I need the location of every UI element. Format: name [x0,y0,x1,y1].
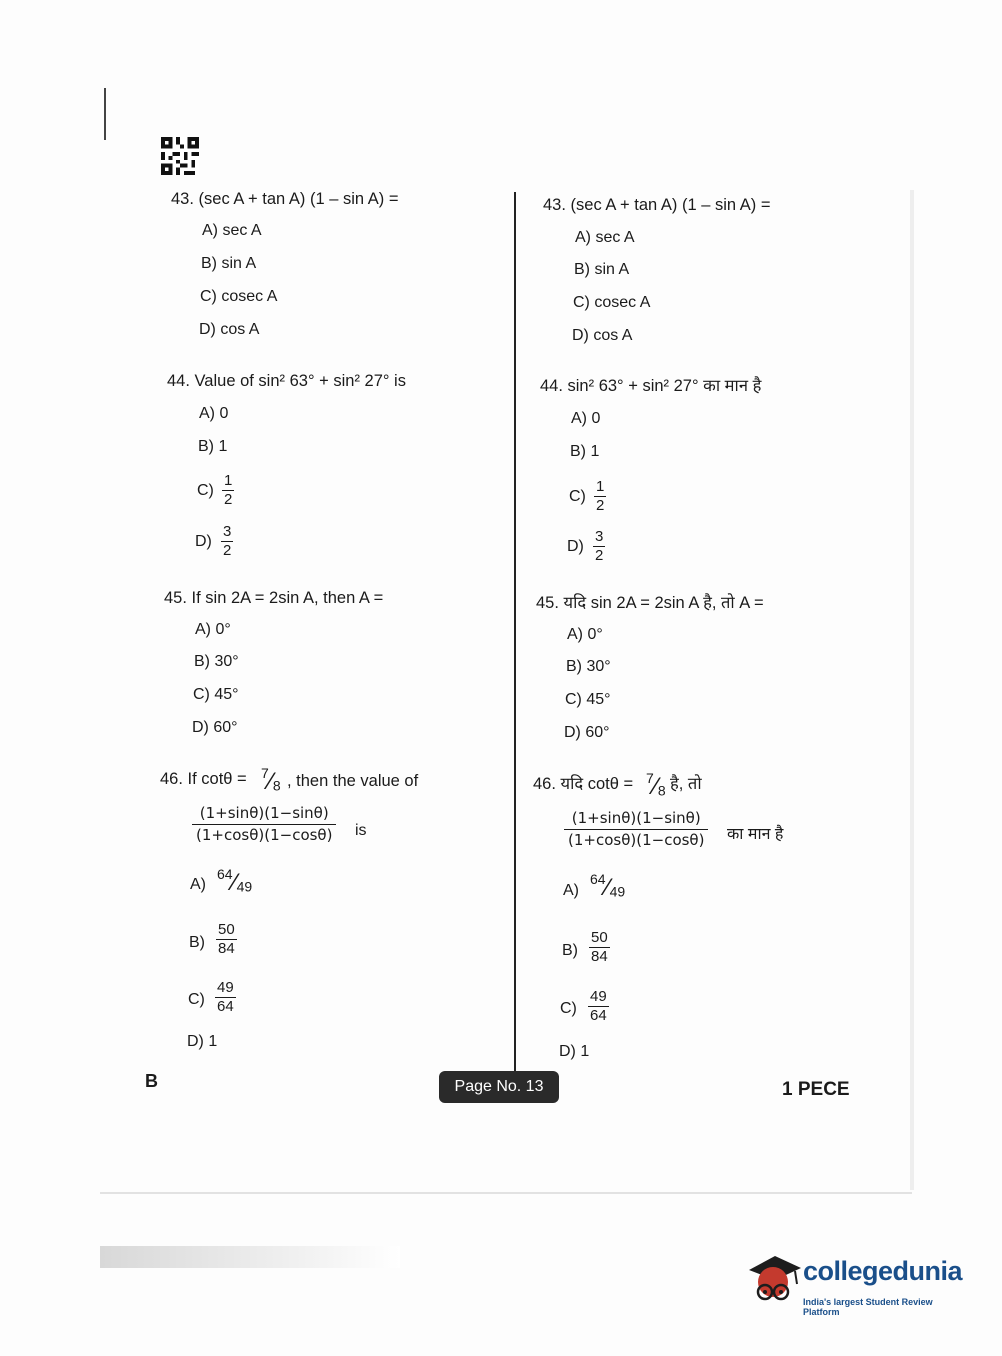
q46-cot-fraction-hindi: $^7⁄_8$ [646,770,666,801]
q46-option-a-fraction: $^{64}⁄_{49}$ [217,866,253,897]
slash-fraction-numerator: 7 [261,765,269,781]
fraction-numerator: 49 [217,979,234,996]
q44-option-d-fraction [221,523,233,560]
q46-expression-fraction [192,803,336,846]
fraction-denominator: 84 [218,940,235,957]
q45-option-c: C) 45° [193,686,239,703]
question-46-suffix-hindi: है, तो [670,775,702,793]
slash-fraction-denominator: 8 [272,777,281,794]
question-44-text: 44. Value of sin² 63° + sin² 27° is [167,372,406,390]
q44-option-c-fraction [222,472,234,509]
collegedunia-logo [745,1250,970,1317]
slash-fraction-denominator: 49 [609,883,626,900]
question-46-prefix: 46. If cotθ = [160,770,247,788]
q45-option-d-hindi: D) 60° [564,724,610,741]
q43-option-d-hindi: D) cos A [572,327,633,344]
fraction-numerator: 3 [595,528,604,545]
fraction-numerator: 50 [591,929,608,946]
slash-fraction-denominator: 8 [657,782,666,799]
slash-fraction-denominator: 49 [236,878,253,895]
question-45-text-hindi: 45. यदि sin 2A = 2sin A है, तो A = [536,594,764,612]
logo-tagline: India's largest Student Review Platform [803,1297,933,1317]
q46-option-a-label-hindi: A) [563,882,579,899]
fraction-denominator: 2 [595,547,604,564]
expression-numerator: (1+sinθ)(1−sinθ) [571,809,701,827]
booklet-set-letter: B [145,1071,158,1091]
q44-option-a-hindi: A) 0 [571,410,601,427]
q46-cot-fraction: $^7⁄_8$ [261,765,281,796]
page-bottom-edge [100,1192,912,1194]
q44-option-b: B) 1 [198,438,228,455]
question-43-text: 43. (sec A + tan A) (1 – sin A) = [171,190,399,208]
fraction-numerator: 50 [218,921,235,938]
fraction-denominator: 84 [591,948,608,965]
q44-option-a: A) 0 [199,405,229,422]
column-divider [514,192,516,1074]
scan-edge-line [104,88,106,140]
expression-denominator: (1+cosθ)(1−cosθ) [192,824,336,846]
fraction-denominator: 64 [217,998,234,1015]
scan-smudge [100,1246,400,1268]
q46-option-a-label: A) [190,876,206,893]
q46-option-b-label-hindi: B) [562,942,578,959]
q46-option-a-fraction-hindi: $^{64}⁄_{49}$ [590,871,626,902]
q44-option-b-hindi: B) 1 [570,443,600,460]
q43-option-c-hindi: C) cosec A [573,294,651,311]
question-46-tail: is [355,822,367,839]
question-43-text-hindi: 43. (sec A + tan A) (1 – sin A) = [543,196,771,214]
q46-option-c-label-hindi: C) [560,1000,577,1017]
q44-option-c-label-hindi: C) [569,488,586,505]
q46-option-d: D) 1 [187,1033,218,1050]
q44-option-c-label: C) [197,482,214,499]
qr-code-icon [160,137,200,175]
q45-option-d: D) 60° [192,719,238,736]
q44-option-d-label-hindi: D) [567,538,584,555]
q46-option-b-fraction [216,921,237,958]
slash-fraction-numerator: 64 [590,871,606,887]
q43-option-c: C) cosec A [200,288,278,305]
q43-option-b: B) sin A [201,255,257,272]
slash-fraction-numerator: 7 [646,770,654,786]
fraction-numerator: 1 [596,478,605,495]
question-45-text: 45. If sin 2A = 2sin A, then A = [164,589,384,607]
q45-option-a: A) 0° [195,621,231,638]
expression-numerator: (1+sinθ)(1−sinθ) [199,804,329,822]
q43-option-b-hindi: B) sin A [574,261,630,278]
fraction-numerator: 1 [224,472,233,489]
page-number-badge: Page No. 13 [439,1071,559,1103]
q44-option-d-fraction-hindi [593,528,605,565]
expression-denominator: (1+cosθ)(1−cosθ) [564,829,708,851]
fraction-denominator: 2 [224,491,233,508]
mascot-icon [745,1250,803,1312]
q44-option-c-fraction-hindi [594,478,606,515]
fraction-numerator: 49 [590,988,607,1005]
fraction-numerator: 3 [223,523,232,540]
q46-option-b-label: B) [189,934,205,951]
q44-option-d-label: D) [195,533,212,550]
q46-option-c-label: C) [188,991,205,1008]
q45-option-b-hindi: B) 30° [566,658,611,675]
logo-wordmark: collegedunia [803,1256,963,1286]
q46-option-c-fraction-hindi [588,988,609,1025]
question-46-suffix: , then the value of [287,772,419,790]
fraction-denominator: 64 [590,1007,607,1024]
q46-option-d-hindi: D) 1 [559,1043,590,1060]
q46-option-c-fraction [215,979,236,1016]
question-46-tail-hindi: का मान है [727,826,784,843]
fraction-denominator: 2 [596,497,605,514]
q45-option-b: B) 30° [194,653,239,670]
q43-option-d: D) cos A [199,321,260,338]
slash-fraction-numerator: 64 [217,866,233,882]
q45-option-a-hindi: A) 0° [567,626,603,643]
question-44-text-hindi: 44. sin² 63° + sin² 27° का मान है [540,377,762,395]
q43-option-a-hindi: A) sec A [575,229,635,246]
question-46-prefix-hindi: 46. यदि cotθ = [533,775,634,793]
q46-expression-fraction-hindi [564,808,708,851]
q46-option-b-fraction-hindi [589,929,610,966]
q43-option-a: A) sec A [202,222,262,239]
scan-edge-shadow [910,190,914,1190]
fraction-denominator: 2 [223,542,232,559]
q45-option-c-hindi: C) 45° [565,691,611,708]
paper-code: 1 PECE [782,1079,850,1100]
